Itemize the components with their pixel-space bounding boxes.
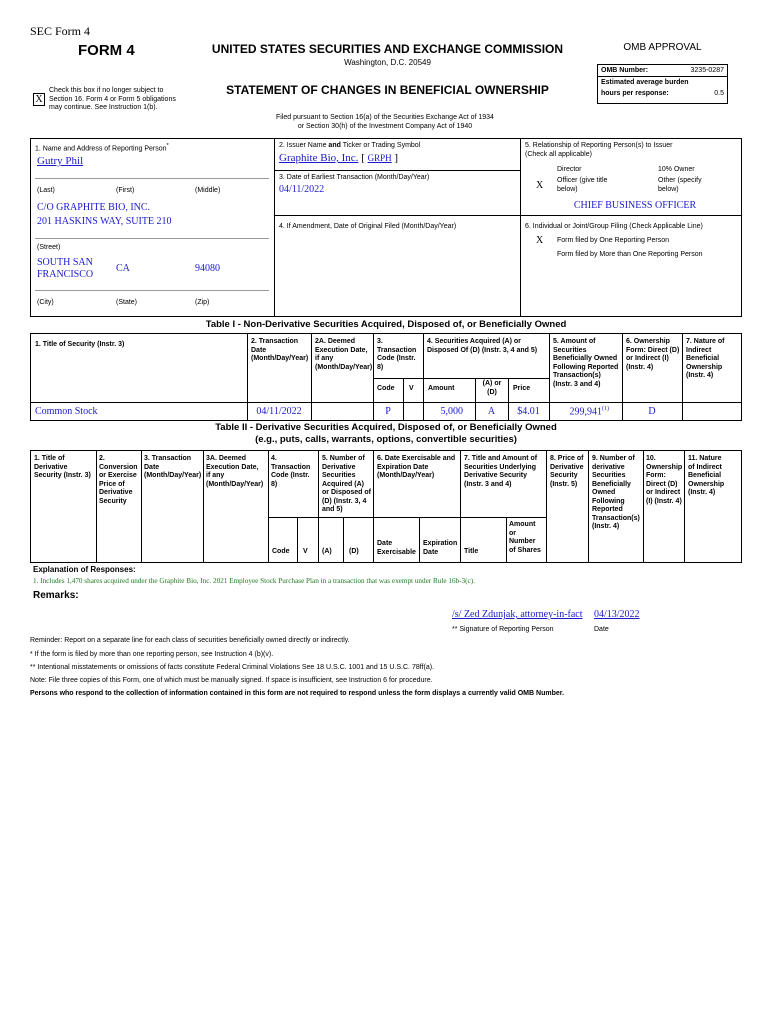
statement-title: STATEMENT OF CHANGES IN BENEFICIAL OWNERSHIP <box>226 83 549 97</box>
t2-sub-title: Title <box>464 548 479 555</box>
t1-sub-code: Code <box>377 385 395 392</box>
burden-label-2: hours per response: <box>601 90 669 97</box>
issuer-ticker: GRPH <box>367 153 392 163</box>
t1-sub-price: Price <box>513 385 531 392</box>
t1-row-amount: 5,000 <box>440 406 463 417</box>
copies-note: Note: File three copies of this Form, one of which must be manually signed. If space is insufficient, see Instruction 6 for procedure. <box>30 677 433 684</box>
t1-h2: 2. Transaction Date (Month/Day/Year) <box>251 338 309 362</box>
t2-h4: 4. Transaction Code (Instr. 8) <box>271 455 311 488</box>
t2-sub-d: (D) <box>349 548 359 555</box>
reporting-person-label: 1. Name and Address of Reporting Person* <box>35 143 169 153</box>
t1-row-aord: A <box>487 406 496 417</box>
t1-sub-v: V <box>409 385 414 392</box>
remarks-label: Remarks: <box>33 590 79 601</box>
officer-label: Officer (give title below) <box>557 177 608 193</box>
t2-h8: 8. Price of Derivative Security (Instr. 5) <box>550 455 584 488</box>
t1-h1: 1. Title of Security (Instr. 3) <box>35 341 125 348</box>
earliest-date-label: 3. Date of Earliest Transaction (Month/Day/Year) <box>279 174 430 181</box>
one-person-label: Form filed by One Reporting Person <box>557 237 670 244</box>
checkbox-text: Check this box if no longer subject to Section 16. Form 4 or Form 5 obligations may continue. See Instruction 1(b). <box>49 87 176 111</box>
t2-sub-exercisable: Date Exercisable <box>377 540 416 556</box>
other-label: Other (specify below) <box>658 177 702 193</box>
signature-value: /s/ Zed Zdunjak, attorney-in-fact <box>452 609 583 620</box>
issuer-label: 2. Issuer Name and Ticker or Trading Symbol <box>279 142 421 149</box>
address-line-1: C/O GRAPHITE BIO, INC. <box>37 202 151 213</box>
city: SOUTH SAN FRANCISCO <box>37 257 94 280</box>
omb-number-value: 3235-0287 <box>690 67 724 74</box>
t1-row-owned: 299,941$^{(1)}$ <box>569 406 609 418</box>
officer-checkbox[interactable]: X <box>536 180 544 191</box>
t1-h2a: 2A. Deemed Execution Date, if any (Month/Day/Year) <box>315 338 373 371</box>
t1-h6: 6. Ownership Form: Direct (D) or Indirect (I) (Instr. 4) <box>626 338 680 371</box>
t1-h4: 4. Securities Acquired (A) or Disposed Of (D) (Instr. 3, 4 and 5) <box>427 338 538 354</box>
t2-sub-amount: Amount or Number of Shares <box>509 521 541 554</box>
no-longer-subject-checkbox[interactable]: X <box>33 93 45 106</box>
director-label: Director <box>557 166 582 173</box>
t2-h10: 10. Ownership Form: Direct (D) or Indirect (I) (Instr. 4) <box>646 455 683 505</box>
reporting-person-name: Gutry Phil <box>37 155 84 167</box>
t2-h9: 9. Number of derivative Securities Beneficially Owned Following Reported Transaction(s) (Instr. 4) <box>592 455 640 530</box>
t1-h7: 7. Nature of Indirect Beneficial Ownership (Instr. 4) <box>686 338 725 379</box>
zip: 94080 <box>195 263 220 274</box>
city-label: (City) <box>37 299 54 306</box>
issuer-name-line: Graphite Bio, Inc. [ GRPH ] <box>279 152 399 164</box>
explanation-note-1: 1. Includes 1,470 shares acquired under the Graphite Bio, Inc. 2021 Employee Stock Purchase Plan in a transaction that was exempt under Rule 16b-3(c). <box>33 577 475 585</box>
t2-sub-a: (A) <box>322 548 332 555</box>
last-label: (Last) <box>37 187 55 194</box>
omb-number-label: OMB Number: <box>601 67 649 74</box>
t2-h3a: 3A. Deemed Execution Date, if any (Month/Day/Year) <box>206 455 264 488</box>
filed-pursuant: Filed pursuant to Section 16(a) of the Securities Exchange Act of 1934 or Section 30(h) of the Investment Company Act of 1940 <box>276 114 494 130</box>
t2-h11: 11. Nature of Indirect Beneficial Ownership (Instr. 4) <box>688 455 725 496</box>
t2-h7: 7. Title and Amount of Securities Underlying Derivative Security (Instr. 3 and 4) <box>464 455 538 488</box>
explanation-label: Explanation of Responses: <box>33 565 136 574</box>
t1-sub-amount: Amount <box>428 385 455 392</box>
table2-title: Table II - Derivative Securities Acquired, Disposed of, or Beneficially Owned (e.g., puts, calls, warrants, options, convertible securities) <box>215 422 557 445</box>
middle-label: (Middle) <box>195 187 221 194</box>
t2-sub-v: V <box>303 548 308 555</box>
table1-title: Table I - Non-Derivative Securities Acquired, Disposed of, or Beneficially Owned <box>205 319 567 330</box>
one-person-checkbox[interactable]: X <box>536 235 544 246</box>
t2-sub-expiration: Expiration Date <box>423 540 458 556</box>
star-note: * If the form is filed by more than one reporting person, see Instruction 4 (b)(v). <box>30 651 274 658</box>
burden-value: 0.5 <box>714 90 724 97</box>
address-line-2: 201 HASKINS WAY, SUITE 210 <box>37 216 172 227</box>
omb-approval-title: OMB APPROVAL <box>623 42 702 53</box>
t2-h6: 6. Date Exercisable and Expiration Date (Month/Day/Year) <box>377 455 456 479</box>
filing-type-label: 6. Individual or Joint/Group Filing (Check Applicable Line) <box>525 223 703 230</box>
t1-row-security: Common Stock <box>35 406 98 417</box>
more-person-label: Form filed by More than One Reporting Person <box>557 251 703 258</box>
doc-label: SEC Form 4 <box>30 24 91 38</box>
t1-row-date: 04/11/2022 <box>256 406 302 417</box>
issuer-name: Graphite Bio, Inc. <box>279 152 359 164</box>
t1-h5: 5. Amount of Securities Beneficially Owned Following Reported Transaction(s) (Instr. 3 and 4) <box>553 338 619 388</box>
agency-location: Washington, D.C. 20549 <box>344 58 431 67</box>
form-title: FORM 4 <box>78 42 135 59</box>
amendment-label: 4. If Amendment, Date of Original Filed (Month/Day/Year) <box>279 223 457 230</box>
burden-label-1: Estimated average burden <box>601 79 689 86</box>
state: CA <box>116 263 130 274</box>
t1-sub-aord: (A) or (D) <box>482 380 502 396</box>
street-label: (Street) <box>37 244 61 251</box>
t2-h5: 5. Number of Derivative Securities Acquired (A) or Disposed of (D) (Instr. 3, 4 and 5) <box>322 455 372 513</box>
t2-h1: 1. Title of Derivative Security (Instr. 3) <box>34 455 91 479</box>
ten-percent-owner-label: 10% Owner <box>658 166 695 173</box>
t1-row-code: P <box>385 406 391 417</box>
relationship-label: 5. Relationship of Reporting Person(s) to Issuer (Check all applicable) <box>525 142 673 158</box>
signature-date: 04/13/2022 <box>594 609 640 620</box>
zip-label: (Zip) <box>195 299 210 306</box>
signature-date-label: Date <box>594 626 609 633</box>
reminder-text: Reminder: Report on a separate line for each class of securities beneficially owned directly or indirectly. <box>30 637 350 644</box>
t1-row-form: D <box>648 406 656 417</box>
t2-sub-code: Code <box>272 548 290 555</box>
earliest-date-value: 04/11/2022 <box>279 184 325 195</box>
signature-label: ** Signature of Reporting Person <box>452 626 554 633</box>
t2-h3: 3. Transaction Date (Month/Day/Year) <box>144 455 202 479</box>
t1-h3: 3. Transaction Code (Instr. 8) <box>377 338 417 371</box>
omb-notice: Persons who respond to the collection of information contained in this form are not required to respond unless the form displays a currently valid OMB Number. <box>30 690 565 697</box>
state-label: (State) <box>116 299 138 306</box>
double-star-note: ** Intentional misstatements or omissions of facts constitute Federal Criminal Violations See 18 U.S.C. 1001 and 15 U.S.C. 78ff(a). <box>30 664 434 671</box>
officer-title: CHIEF BUSINESS OFFICER <box>573 200 697 211</box>
t1-row-price: $4.01 <box>517 406 540 417</box>
agency-title: UNITED STATES SECURITIES AND EXCHANGE COMMISSION <box>211 42 564 56</box>
t2-h2: 2. Conversion or Exercise Price of Derivative Security <box>99 455 138 505</box>
first-label: (First) <box>116 187 135 194</box>
